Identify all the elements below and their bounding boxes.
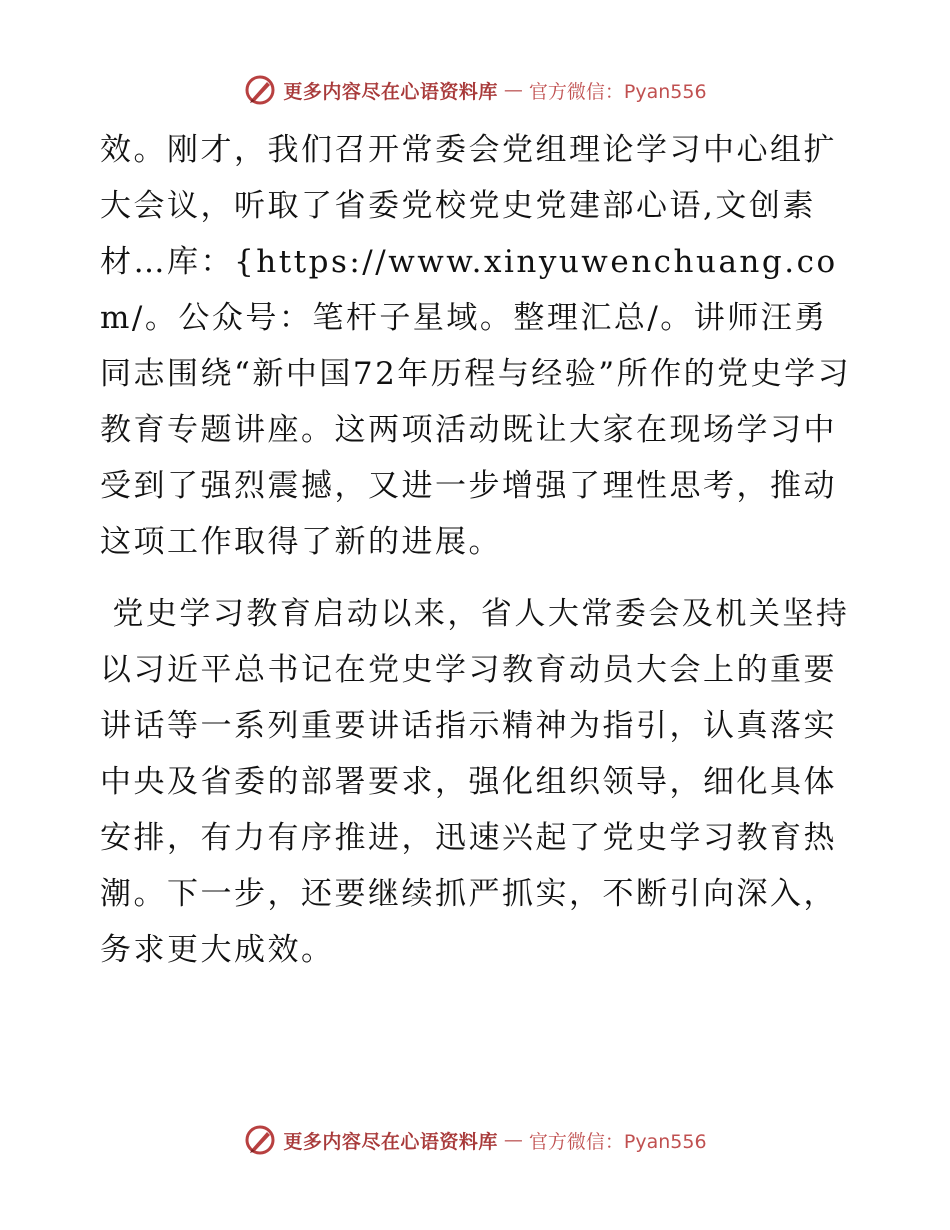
header-banner-text: 更多内容尽在心语资料库 <box>283 80 498 103</box>
paragraph-2: 党史学习教育启动以来，省人大常委会及机关坚持以习近平总书记在党史学习教育动员大会上的重要讲话等一系列重要讲话指示精神为指引，认真落实中央及省委的部署要求，强化组织领导，细化具体安排，有力有序推进，迅速兴起了党史学习教育热潮。下一步，还要继续抓严抓实，不断引向深入，务求更大成效。 <box>100 596 850 968</box>
header-banner-contact: 官方微信：Pyan556 <box>528 80 707 103</box>
pen-logo-icon <box>243 1123 277 1157</box>
paragraph-1: 效。刚才，我们召开常委会党组理论学习中心组扩大会议，听取了省委党校党史党建部心语,文创素材…库：{https://www.xinyuwenchuang.com/。公众号：笔杆子星域。整理汇总/。讲师汪勇同志围绕“新中国72年历程与经验”所作的党史学习教育专题讲座。这两项活动既让大家在现场学习中受到了强烈震撼，又进一步增强了理性思考，推动这项工作取得了新的进展。 <box>100 132 852 560</box>
header-banner-separator: — <box>503 79 523 101</box>
footer-banner-separator: — <box>503 1129 523 1151</box>
pen-logo-icon <box>243 73 277 107</box>
footer-banner-contact: 官方微信：Pyan556 <box>528 1130 707 1153</box>
document-body <box>100 122 860 978</box>
footer-banner <box>0 1120 950 1160</box>
footer-banner-text: 更多内容尽在心语资料库 <box>283 1130 498 1153</box>
header-banner <box>0 70 950 110</box>
